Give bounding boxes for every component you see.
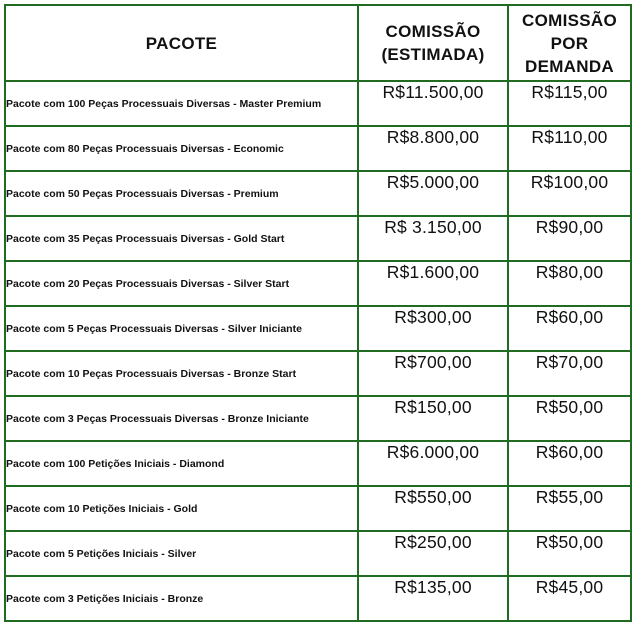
table-row <box>5 261 631 306</box>
package-name: Pacote com 100 Petições Iniciais - Diamond <box>5 441 358 486</box>
header-commission-on-demand-line-3: DEMANDA <box>525 56 614 76</box>
commission-estimated: R$5.000,00 <box>358 171 508 216</box>
header-commission-estimated-line-2: (ESTIMADA) <box>381 45 485 64</box>
commission-estimated: R$250,00 <box>358 531 508 576</box>
header-package: PACOTE <box>5 5 358 81</box>
commission-estimated: R$550,00 <box>358 486 508 531</box>
package-name: Pacote com 35 Peças Processuais Diversas - Gold Start <box>5 216 358 261</box>
header-commission-estimated-line-1: COMISSÃO <box>385 22 481 41</box>
package-name: Pacote com 20 Peças Processuais Diversas - Silver Start <box>5 261 358 306</box>
commission-on-demand: R$110,00 <box>508 126 631 171</box>
commission-on-demand: R$70,00 <box>508 351 631 396</box>
package-name: Pacote com 3 Peças Processuais Diversas - Bronze Iniciante <box>5 396 358 441</box>
table-row <box>5 126 631 171</box>
package-name: Pacote com 3 Petições Iniciais - Bronze <box>5 576 358 621</box>
commission-on-demand: R$100,00 <box>508 171 631 216</box>
commission-estimated: R$300,00 <box>358 306 508 351</box>
package-name: Pacote com 100 Peças Processuais Diversas - Master Premium <box>5 81 358 126</box>
commission-on-demand: R$80,00 <box>508 261 631 306</box>
commission-on-demand: R$115,00 <box>508 81 631 126</box>
package-name: Pacote com 5 Peças Processuais Diversas - Silver Iniciante <box>5 306 358 351</box>
table-row <box>5 351 631 396</box>
commission-on-demand: R$60,00 <box>508 441 631 486</box>
commission-estimated: R$8.800,00 <box>358 126 508 171</box>
commission-estimated: R$6.000,00 <box>358 441 508 486</box>
package-name: Pacote com 10 Peças Processuais Diversas - Bronze Start <box>5 351 358 396</box>
header-commission-estimated <box>358 5 508 81</box>
table-row <box>5 81 631 126</box>
table-row <box>5 531 631 576</box>
header-commission-on-demand-line-2: POR <box>550 33 589 53</box>
package-name: Pacote com 80 Peças Processuais Diversas - Economic <box>5 126 358 171</box>
header-row <box>5 5 631 81</box>
table-row <box>5 486 631 531</box>
table-row <box>5 576 631 621</box>
commission-estimated: R$ 3.150,00 <box>358 216 508 261</box>
table-row <box>5 171 631 216</box>
package-name: Pacote com 10 Petições Iniciais - Gold <box>5 486 358 531</box>
package-name: Pacote com 5 Petições Iniciais - Silver <box>5 531 358 576</box>
package-name: Pacote com 50 Peças Processuais Diversas - Premium <box>5 171 358 216</box>
commission-estimated: R$11.500,00 <box>358 81 508 126</box>
table-row <box>5 441 631 486</box>
header-commission-on-demand <box>508 5 631 81</box>
commission-table <box>4 4 632 622</box>
commission-on-demand: R$50,00 <box>508 531 631 576</box>
commission-on-demand: R$45,00 <box>508 576 631 621</box>
commission-on-demand: R$50,00 <box>508 396 631 441</box>
commission-on-demand: R$90,00 <box>508 216 631 261</box>
table-row <box>5 216 631 261</box>
commission-estimated: R$700,00 <box>358 351 508 396</box>
commission-on-demand: R$55,00 <box>508 486 631 531</box>
header-commission-on-demand-line-1: COMISSÃO <box>522 10 617 30</box>
table-row <box>5 306 631 351</box>
commission-estimated: R$1.600,00 <box>358 261 508 306</box>
commission-on-demand: R$60,00 <box>508 306 631 351</box>
table-row <box>5 396 631 441</box>
commission-estimated: R$150,00 <box>358 396 508 441</box>
commission-estimated: R$135,00 <box>358 576 508 621</box>
